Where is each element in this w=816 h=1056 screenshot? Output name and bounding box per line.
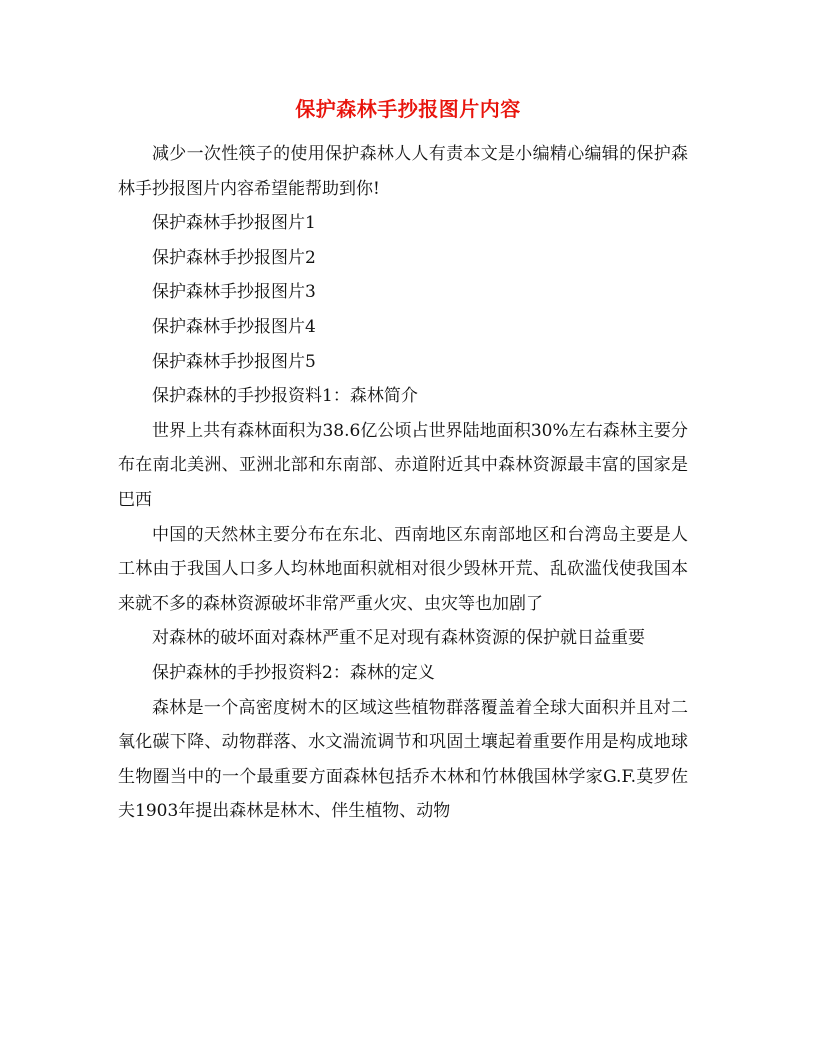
section-heading-2: 保护森林的手抄报资料2：森林的定义 <box>152 662 435 683</box>
paragraph-image-caption-4: 保护森林手抄报图片4 <box>152 316 316 337</box>
page-title: 保护森林手抄报图片内容 <box>295 97 521 121</box>
paragraph-protection: 对森林的破坏面对森林严重不足对现有森林资源的保护就日益重要 <box>152 628 645 649</box>
document-body <box>118 137 688 829</box>
paragraph-world-forest: 世界上共有森林面积为38.6亿公顷占世界陆地面积30%左右森林主要分布在南北美洲、亚洲北部和东南部、赤道附近其中森林资源最丰富的国家是巴西 <box>118 420 688 510</box>
paragraph-image-caption-5: 保护森林手抄报图片5 <box>152 351 316 372</box>
paragraph-china-forest: 中国的天然林主要分布在东北、西南地区东南部地区和台湾岛主要是人工林由于我国人口多人均林地面积就相对很少毁林开荒、乱砍滥伐使我国本来就不多的森林资源破坏非常严重火灾、虫灾等也加剧了 <box>118 524 688 614</box>
paragraph-definition: 森林是一个高密度树木的区域这些植物群落覆盖着全球大面积并且对二氧化碳下降、动物群落、水文湍流调节和巩固土壤起着重要作用是构成地球生物圈当中的一个最重要方面森林包括乔木林和竹林俄国林学家G.F.莫罗佐夫1903年提出森林是林木、伴生植物、动物 <box>118 697 688 822</box>
paragraph-intro: 减少一次性筷子的使用保护森林人人有责本文是小编精心编辑的保护森林手抄报图片内容希望能帮助到你! <box>118 144 688 199</box>
paragraph-image-caption-3: 保护森林手抄报图片3 <box>152 282 316 303</box>
section-heading-1: 保护森林的手抄报资料1：森林简介 <box>152 386 418 407</box>
paragraph-image-caption-1: 保护森林手抄报图片1 <box>152 213 316 234</box>
paragraph-image-caption-2: 保护森林手抄报图片2 <box>152 247 316 268</box>
